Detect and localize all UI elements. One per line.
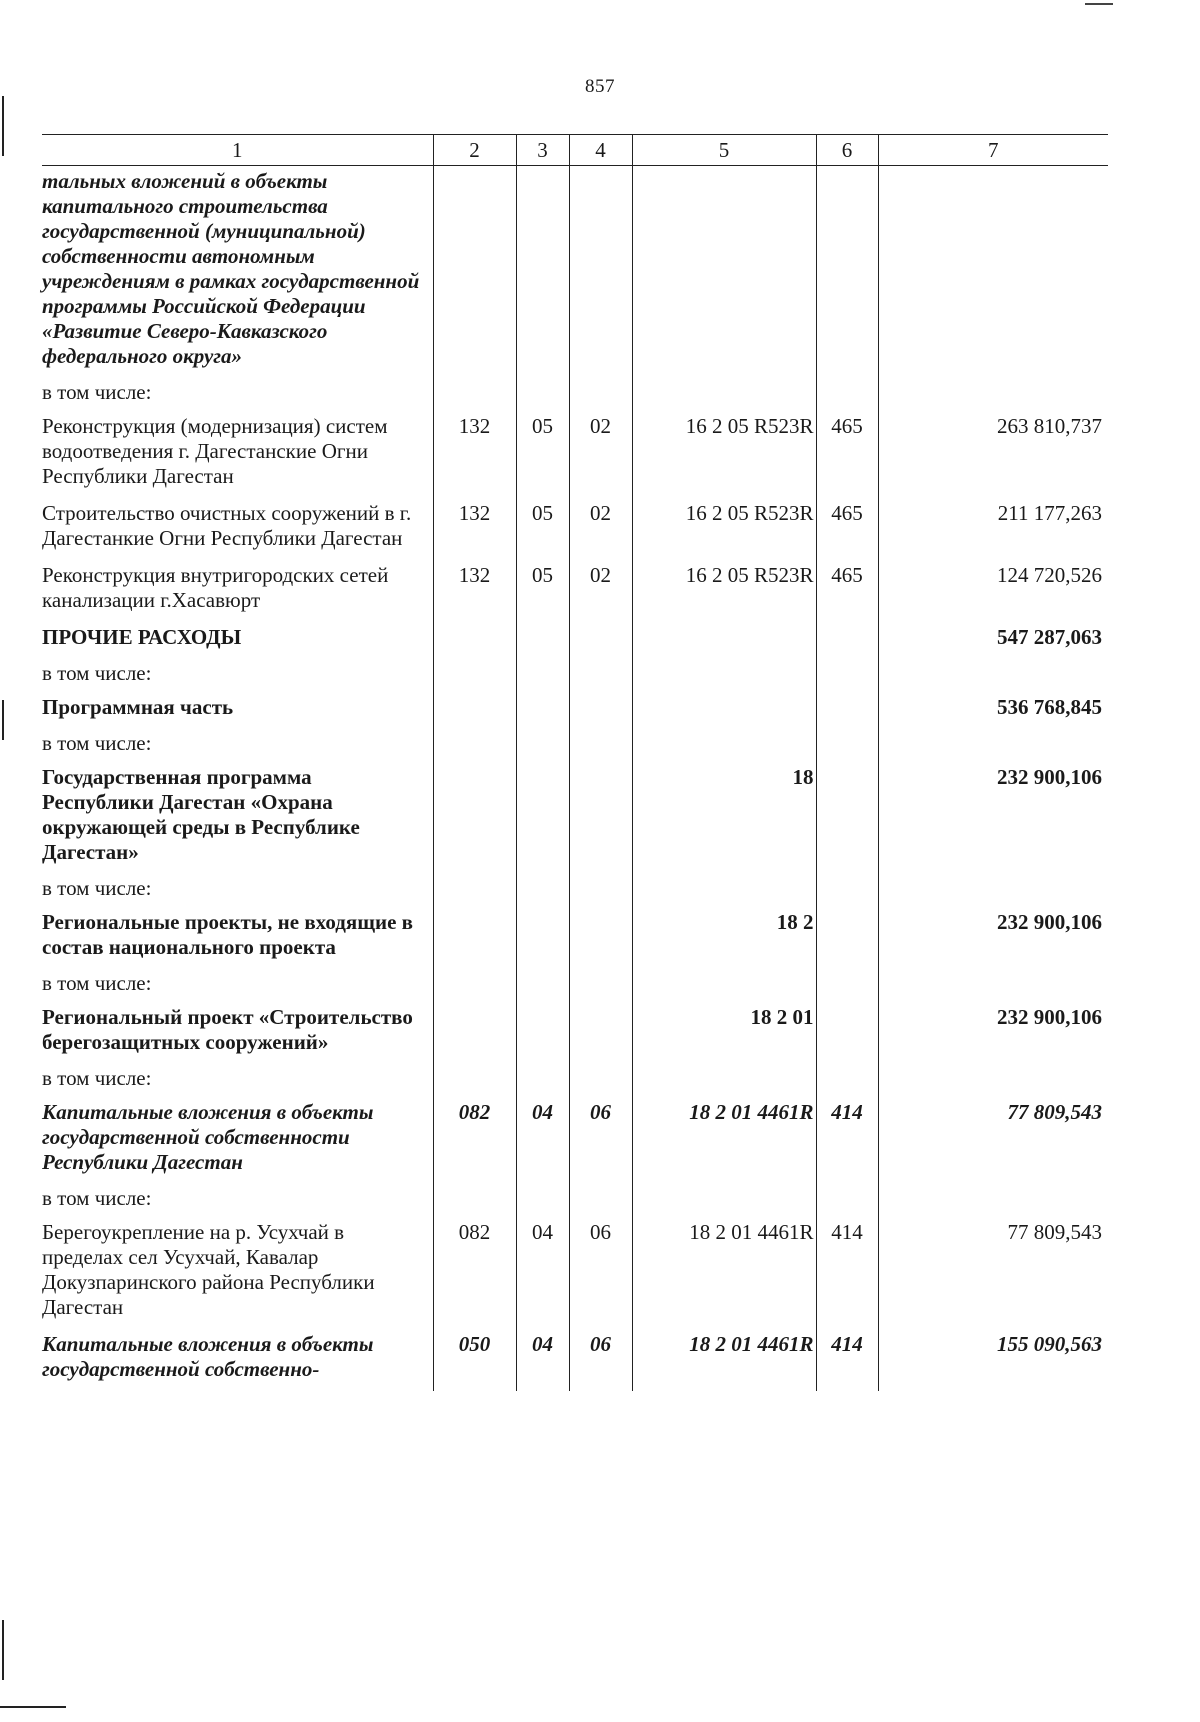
row-code-target: 18 2 xyxy=(632,907,816,969)
row-amount: 263 810,737 xyxy=(878,411,1108,498)
table-row xyxy=(42,907,1108,969)
row-amount: 155 090,563 xyxy=(878,1329,1108,1391)
row-amount xyxy=(878,659,1108,692)
row-code-section xyxy=(516,622,569,659)
table-row xyxy=(42,659,1108,692)
col-header-1: 1 xyxy=(42,135,433,166)
row-code-ministry xyxy=(433,659,516,692)
scan-margin-mark-middle xyxy=(2,700,4,740)
row-code-subsection xyxy=(569,622,632,659)
row-code-section: 04 xyxy=(516,1097,569,1184)
row-code-expense-type: 465 xyxy=(816,498,878,560)
header-row xyxy=(42,135,1108,166)
row-code-target xyxy=(632,1064,816,1097)
row-code-section xyxy=(516,907,569,969)
row-code-section xyxy=(516,1064,569,1097)
row-code-section: 04 xyxy=(516,1329,569,1391)
row-code-ministry: 132 xyxy=(433,560,516,622)
row-code-expense-type xyxy=(816,166,878,379)
row-code-target: 18 xyxy=(632,762,816,874)
row-code-ministry xyxy=(433,622,516,659)
row-code-expense-type: 414 xyxy=(816,1097,878,1184)
row-code-ministry: 082 xyxy=(433,1097,516,1184)
scan-bottom-rule xyxy=(0,1706,66,1708)
row-code-section: 04 xyxy=(516,1217,569,1329)
row-code-target: 16 2 05 R523R xyxy=(632,560,816,622)
row-name: Региональный проект «Строительство берегозащитных сооружений» xyxy=(42,1005,413,1054)
row-code-target xyxy=(632,729,816,762)
row-amount: 211 177,263 xyxy=(878,498,1108,560)
row-code-section xyxy=(516,378,569,411)
row-amount xyxy=(878,378,1108,411)
row-amount xyxy=(878,874,1108,907)
scan-margin-mark-bottom xyxy=(2,1620,4,1680)
row-code-ministry xyxy=(433,1002,516,1064)
row-code-target xyxy=(632,622,816,659)
row-name: ПРОЧИЕ РАСХОДЫ xyxy=(42,625,242,649)
row-name: Реконструкция (модернизация) систем водоотведения г. Дагестанские Огни Республики Дагестан xyxy=(42,414,388,488)
row-code-expense-type: 465 xyxy=(816,411,878,498)
row-code-section xyxy=(516,1002,569,1064)
budget-table xyxy=(42,134,1108,1391)
row-name: Берегоукрепление на р. Усухчай в пределах сел Усухчай, Кавалар Докузпаринского района Республики Дагестан xyxy=(42,1220,375,1319)
row-code-expense-type xyxy=(816,762,878,874)
row-amount xyxy=(878,166,1108,379)
col-header-5: 5 xyxy=(632,135,816,166)
row-code-subsection: 02 xyxy=(569,498,632,560)
row-code-ministry xyxy=(433,907,516,969)
row-name: в том числе: xyxy=(42,1066,152,1090)
row-code-section: 05 xyxy=(516,498,569,560)
row-code-subsection xyxy=(569,1064,632,1097)
row-amount: 124 720,526 xyxy=(878,560,1108,622)
row-code-expense-type: 465 xyxy=(816,560,878,622)
row-name: Государственная программа Республики Дагестан «Охрана окружающей среды в Республике Дагестан» xyxy=(42,765,360,864)
table-row xyxy=(42,1184,1108,1217)
row-code-expense-type xyxy=(816,729,878,762)
row-code-subsection xyxy=(569,1002,632,1064)
table-row xyxy=(42,166,1108,379)
row-code-target xyxy=(632,969,816,1002)
row-code-expense-type xyxy=(816,969,878,1002)
row-code-ministry xyxy=(433,692,516,729)
table-row xyxy=(42,969,1108,1002)
table-row xyxy=(42,1002,1108,1064)
row-name: в том числе: xyxy=(42,876,152,900)
row-code-section: 05 xyxy=(516,560,569,622)
row-code-expense-type xyxy=(816,692,878,729)
row-code-target: 16 2 05 R523R xyxy=(632,498,816,560)
row-code-target xyxy=(632,378,816,411)
row-name: Строительство очистных сооружений в г. Дагестанкие Огни Республики Дагестан xyxy=(42,501,412,550)
row-code-ministry xyxy=(433,762,516,874)
row-name: Капитальные вложения в объекты государственной собственности Республики Дагестан xyxy=(42,1100,374,1174)
scan-margin-mark-top xyxy=(2,96,4,156)
col-header-4: 4 xyxy=(569,135,632,166)
row-code-subsection xyxy=(569,969,632,1002)
row-name: в том числе: xyxy=(42,1186,152,1210)
row-name: тальных вложений в объекты капитального строительства государственной (муниципальной) собственности автономным учреждениям в рамках государственной программы Российской Федерации «Развитие Северо-Кавказского федерального округа» xyxy=(42,169,420,368)
table-row xyxy=(42,378,1108,411)
row-amount xyxy=(878,729,1108,762)
row-code-section xyxy=(516,659,569,692)
row-code-target: 16 2 05 R523R xyxy=(632,411,816,498)
row-code-target xyxy=(632,692,816,729)
row-name: в том числе: xyxy=(42,380,152,404)
row-code-subsection: 02 xyxy=(569,560,632,622)
row-code-subsection xyxy=(569,874,632,907)
row-code-section xyxy=(516,874,569,907)
row-code-target: 18 2 01 4461R xyxy=(632,1329,816,1391)
col-header-7: 7 xyxy=(878,135,1108,166)
table-row xyxy=(42,622,1108,659)
row-code-ministry xyxy=(433,729,516,762)
table-row xyxy=(42,874,1108,907)
row-code-expense-type: 414 xyxy=(816,1217,878,1329)
row-name: в том числе: xyxy=(42,661,152,685)
row-code-expense-type xyxy=(816,378,878,411)
col-header-3: 3 xyxy=(516,135,569,166)
row-code-ministry: 050 xyxy=(433,1329,516,1391)
row-code-subsection: 06 xyxy=(569,1097,632,1184)
row-code-ministry xyxy=(433,166,516,379)
row-code-subsection xyxy=(569,659,632,692)
row-code-ministry xyxy=(433,378,516,411)
row-code-target xyxy=(632,659,816,692)
row-code-section xyxy=(516,729,569,762)
row-code-target xyxy=(632,1184,816,1217)
row-name: в том числе: xyxy=(42,971,152,995)
table-row xyxy=(42,692,1108,729)
scan-corner-mark xyxy=(1085,3,1113,5)
row-code-subsection: 02 xyxy=(569,411,632,498)
table-row xyxy=(42,1097,1108,1184)
row-code-expense-type xyxy=(816,1184,878,1217)
row-code-expense-type xyxy=(816,874,878,907)
row-name: Капитальные вложения в объекты государственной собственно- xyxy=(42,1332,374,1381)
row-code-ministry xyxy=(433,874,516,907)
row-code-ministry: 132 xyxy=(433,411,516,498)
row-amount: 547 287,063 xyxy=(878,622,1108,659)
row-name: Региональные проекты, не входящие в состав национального проекта xyxy=(42,910,413,959)
row-amount: 77 809,543 xyxy=(878,1097,1108,1184)
row-code-ministry: 132 xyxy=(433,498,516,560)
row-code-section: 05 xyxy=(516,411,569,498)
row-code-expense-type xyxy=(816,1002,878,1064)
row-amount: 232 900,106 xyxy=(878,762,1108,874)
table-row xyxy=(42,1217,1108,1329)
table-row xyxy=(42,498,1108,560)
row-name: Реконструкция внутригородских сетей канализации г.Хасавюрт xyxy=(42,563,389,612)
row-code-section xyxy=(516,166,569,379)
row-code-ministry xyxy=(433,1184,516,1217)
row-amount xyxy=(878,1184,1108,1217)
row-code-subsection xyxy=(569,729,632,762)
table-row xyxy=(42,762,1108,874)
row-code-target xyxy=(632,166,816,379)
row-code-subsection xyxy=(569,166,632,379)
row-code-expense-type xyxy=(816,907,878,969)
row-code-target: 18 2 01 xyxy=(632,1002,816,1064)
row-code-target xyxy=(632,874,816,907)
table-row xyxy=(42,1064,1108,1097)
row-code-target: 18 2 01 4461R xyxy=(632,1097,816,1184)
col-header-6: 6 xyxy=(816,135,878,166)
row-code-subsection xyxy=(569,378,632,411)
row-amount xyxy=(878,969,1108,1002)
row-code-ministry xyxy=(433,1064,516,1097)
row-code-ministry xyxy=(433,969,516,1002)
table-row xyxy=(42,1329,1108,1391)
table-body xyxy=(42,166,1108,1392)
table-row xyxy=(42,729,1108,762)
row-code-subsection xyxy=(569,907,632,969)
row-amount: 77 809,543 xyxy=(878,1217,1108,1329)
row-code-expense-type xyxy=(816,1064,878,1097)
row-amount: 536 768,845 xyxy=(878,692,1108,729)
row-code-ministry: 082 xyxy=(433,1217,516,1329)
row-name: Программная часть xyxy=(42,695,234,719)
row-code-expense-type xyxy=(816,659,878,692)
row-code-subsection xyxy=(569,762,632,874)
row-code-subsection xyxy=(569,1184,632,1217)
row-amount: 232 900,106 xyxy=(878,907,1108,969)
row-code-subsection: 06 xyxy=(569,1217,632,1329)
row-code-target: 18 2 01 4461R xyxy=(632,1217,816,1329)
row-code-section xyxy=(516,969,569,1002)
row-code-section xyxy=(516,762,569,874)
row-code-expense-type xyxy=(816,622,878,659)
row-code-subsection: 06 xyxy=(569,1329,632,1391)
row-code-section xyxy=(516,692,569,729)
row-amount: 232 900,106 xyxy=(878,1002,1108,1064)
table-header xyxy=(42,135,1108,166)
col-header-2: 2 xyxy=(433,135,516,166)
table-row xyxy=(42,560,1108,622)
row-amount xyxy=(878,1064,1108,1097)
table-row xyxy=(42,411,1108,498)
row-code-subsection xyxy=(569,692,632,729)
row-name: в том числе: xyxy=(42,731,152,755)
page-number: 857 xyxy=(585,76,615,97)
row-code-section xyxy=(516,1184,569,1217)
row-code-expense-type: 414 xyxy=(816,1329,878,1391)
